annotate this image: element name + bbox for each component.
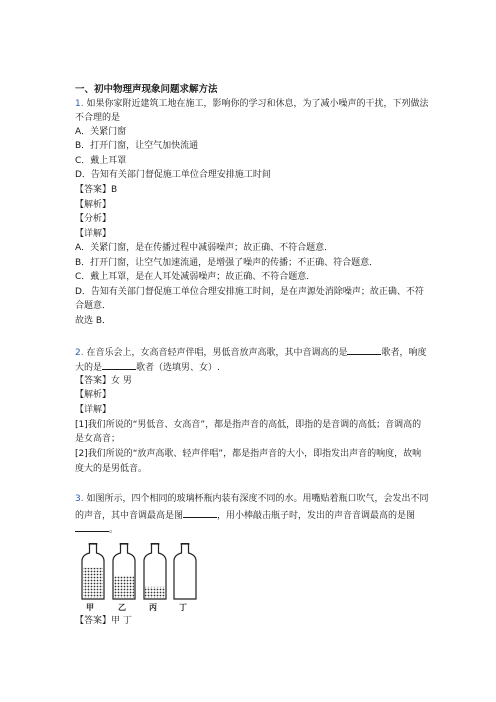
- q3-stem-d: 。: [109, 525, 119, 535]
- q1-detail-b: B．打开门窗，让空气加速流通，是增强了噪声的传播；不正确、符合题意．: [75, 258, 379, 268]
- q2-answer: 【答案】女 男: [75, 376, 132, 386]
- bottle-label-ding: 丁: [179, 603, 187, 612]
- water-fill: [83, 568, 103, 598]
- q2-stem-c: 大的是: [75, 363, 103, 373]
- q1-option-c: C．戴上耳罩: [75, 156, 127, 166]
- q1-fenxi: 【分析】: [75, 214, 112, 224]
- q1-option-b: B．打开门窗，让空气加快流通: [75, 141, 199, 151]
- q2-number: 2.: [75, 348, 84, 358]
- q3-number: 3.: [75, 494, 84, 504]
- q1-detail-d: D．告知有关部门督促施工单位合理安排施工时间，是在声源处消除噪声；故正确、不符: [75, 287, 424, 297]
- q3-stem-a: 如图所示，四个相同的玻璃杯瓶内装有深度不同的水。用嘴贴着瓶口吹气，会发出不同: [86, 494, 429, 504]
- q1-stem-line1: [75, 98, 428, 110]
- bottle-outline: [174, 543, 196, 599]
- q1-jiexi: 【解析】: [75, 200, 112, 210]
- bottle-yi: [113, 543, 135, 599]
- bottle-label-yi: 乙: [118, 603, 126, 612]
- bottle-label-bing: 丙: [149, 603, 157, 612]
- q1-option-d: D．告知有关部门督促施工单位合理安排施工时间: [75, 170, 271, 180]
- q2-stem-line2: [75, 360, 220, 374]
- bottle-bing: [144, 543, 166, 599]
- section-title: 一、初中物理声现象问题求解方法: [75, 84, 218, 95]
- bottles-figure: [78, 543, 208, 601]
- q2-stem-d: 歌者（选填男、女）.: [136, 363, 220, 373]
- q1-stem-text: 如果你家附近建筑工地在施工，影响你的学习和休息，为了减小噪声的干扰，下列做法: [86, 99, 429, 109]
- q2-xiangjie: 【详解】: [75, 405, 112, 415]
- water-fill: [114, 575, 134, 598]
- q2-jiexi: 【解析】: [75, 390, 112, 400]
- bottle-jia: [82, 543, 104, 599]
- q1-detail-d-cont: 合题意．: [75, 301, 112, 311]
- q2-detail-a: [1]我们所说的“男低音、女高音”，都是指声音的高低，即指的是音调的高低；音调高的: [75, 420, 422, 430]
- water-fill: [145, 587, 165, 598]
- q3-stem-c: ，用小棒敲击瓶子时，发出的声音音调最高的是图: [217, 511, 416, 521]
- q2-detail-b: [2]我们所说的“放声高歌、轻声伴唱”，都是指声音的大小，即指发出声音的响度，故响: [75, 449, 422, 459]
- q2-blank-2[interactable]: [102, 360, 136, 370]
- bottle-label-jia: 甲: [86, 603, 94, 612]
- q3-blank-2[interactable]: [75, 522, 109, 532]
- q3-answer: 【答案】甲 丁: [75, 616, 132, 626]
- q2-detail-a-cont: 是女高音；: [75, 434, 121, 444]
- q3-blank-1[interactable]: [183, 508, 217, 518]
- q2-blank-1[interactable]: [347, 345, 381, 355]
- q1-detail-c: C．戴上耳罩，是在人耳处减弱噪声；故正确、不符合题意．: [75, 272, 316, 282]
- q1-stem-line2: 不合理的是: [75, 113, 121, 123]
- q1-xiangjie: 【详解】: [75, 229, 112, 239]
- q1-conclusion: 故选 B．: [75, 316, 112, 326]
- q1-number: 1.: [75, 99, 84, 109]
- q3-stem-line1: [75, 493, 428, 505]
- q1-answer: 【答案】B: [75, 185, 118, 195]
- q2-stem-b: 歌者，响度: [381, 348, 427, 358]
- q1-option-a: A．关紧门窗: [75, 127, 127, 137]
- q3-stem-b: 的声音，其中音调最高是图: [75, 511, 184, 521]
- q3-stem-line2: [75, 508, 415, 522]
- q1-detail-a: A．关紧门窗，是在传播过程中减弱噪声；故正确、不符合题意．: [75, 243, 334, 253]
- q2-stem-a: 在音乐会上，女高音轻声伴唱，男低音放声高歌，其中音调高的是: [86, 348, 348, 358]
- q2-detail-b-cont: 度大的是男低音。: [75, 464, 148, 474]
- q3-stem-line3: [75, 522, 118, 536]
- bottle-ding: [174, 543, 196, 599]
- q2-stem-line1: [75, 345, 427, 359]
